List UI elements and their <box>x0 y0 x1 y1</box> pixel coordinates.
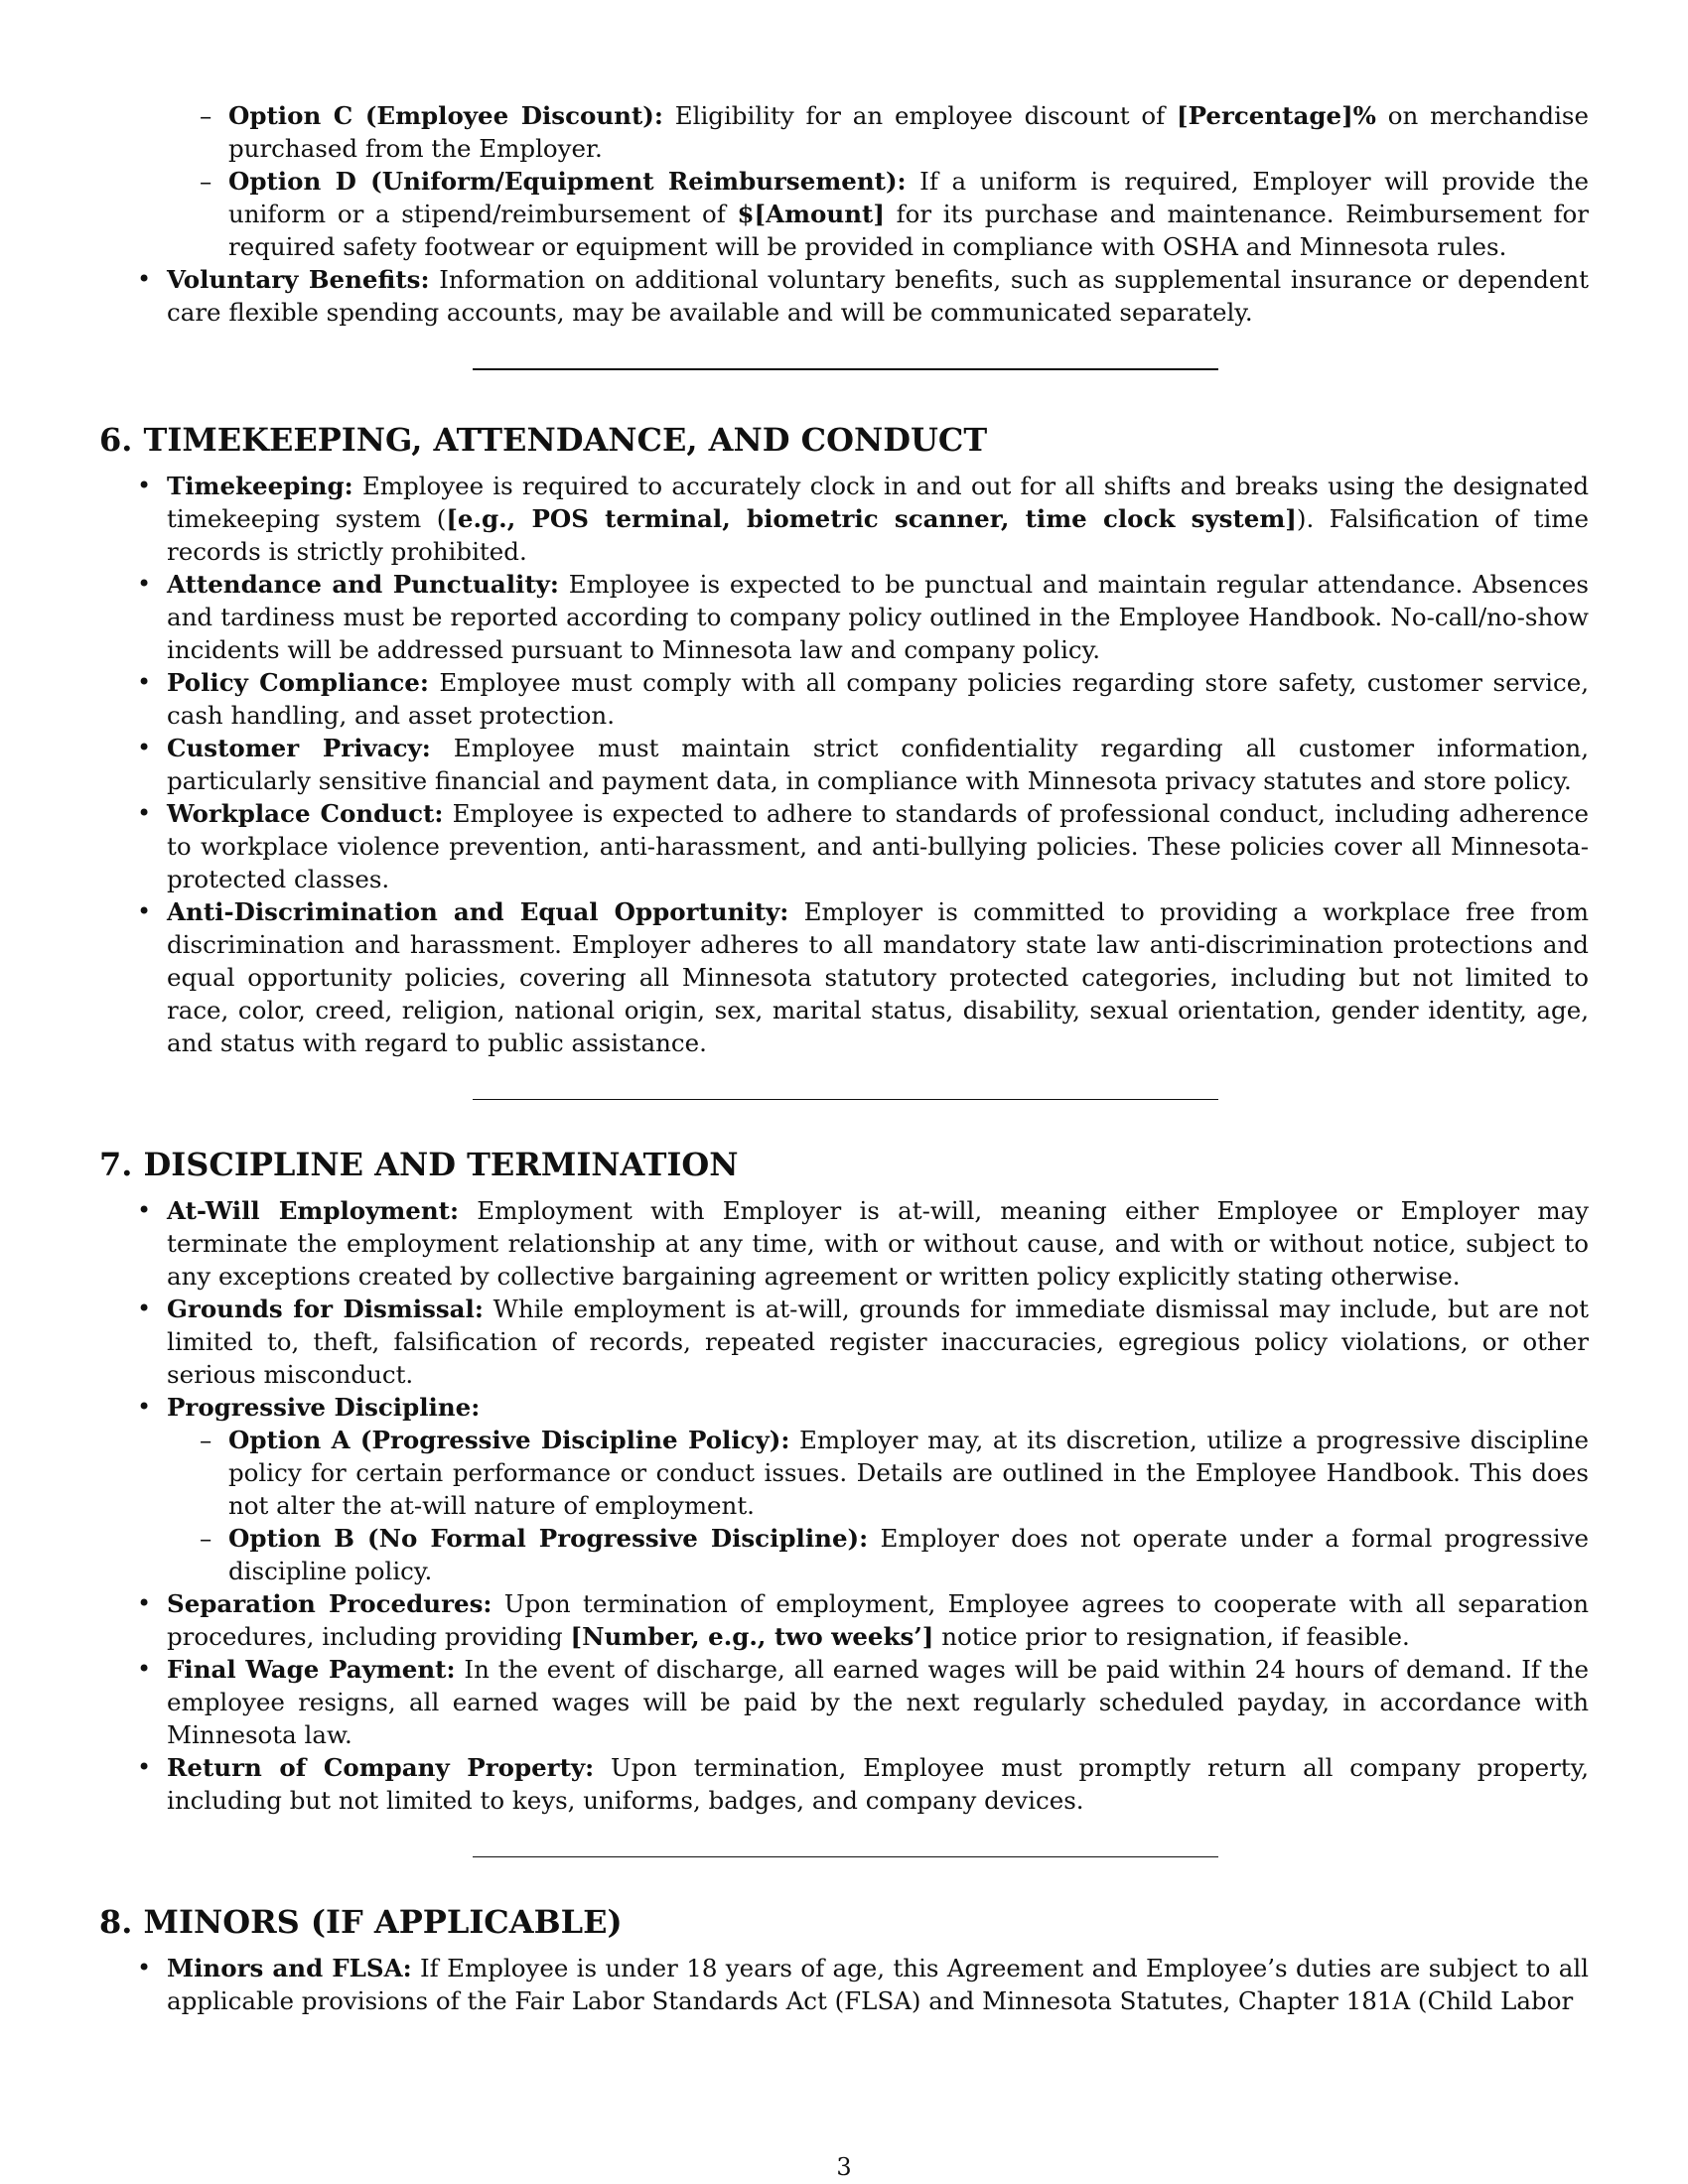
list-item-policy-compliance <box>99 666 1589 732</box>
dash-marker: – <box>200 101 212 130</box>
list-item-anti-discrimination <box>99 895 1589 1059</box>
list-item-minors-flsa <box>99 1952 1589 2017</box>
item-text: Employee is required to accurately clock in and out for all shifts and breaks using the designated timekeeping system ( <box>167 472 1589 533</box>
list-item-option-b <box>99 1522 1589 1587</box>
list-item-final-wage <box>99 1653 1589 1751</box>
list-item-progressive-discipline <box>99 1391 1589 1424</box>
bullet-marker: • <box>137 1393 152 1421</box>
section-divider <box>473 1856 1218 1857</box>
list-item-at-will <box>99 1194 1589 1293</box>
item-lead: Minors and FLSA: <box>167 1954 412 1982</box>
item-text: on merchandise purchased from the Employer. <box>228 101 1589 163</box>
bullet-marker: • <box>137 1655 152 1683</box>
item-lead: Option D (Uniform/Equipment Reimbursement): <box>228 167 907 196</box>
list-item-workplace-conduct <box>99 797 1589 895</box>
bullet-marker: • <box>137 570 152 598</box>
list-item-option-d <box>99 165 1589 263</box>
item-text: Employer does not operate under a formal progressive discipline policy. <box>228 1524 1589 1585</box>
item-lead: At-Will Employment: <box>167 1196 460 1225</box>
section-heading-7: 7. DISCIPLINE AND TERMINATION <box>99 1146 739 1183</box>
dash-marker: – <box>200 1426 212 1454</box>
item-text: for its purchase and maintenance. Reimbursement for required safety footwear or equipment will be provided in compliance with OSHA and Minnesota rules. <box>228 200 1589 261</box>
bullet-marker: • <box>137 265 152 293</box>
item-text: Employer is committed to providing a workplace free from discrimination and harassment. Employer adheres to all mandatory state law anti-discrimination protections and equal opportunity policies, covering all Minnesota statutory protected categories, including but not limited to race, color, creed, religion, national origin, sex, marital status, disability, sexual orientation, gender identity, age, and status with regard to public assistance. <box>167 897 1589 1057</box>
placeholder-field: [e.g., POS terminal, biometric scanner, time clock system] <box>446 504 1297 533</box>
dash-marker: – <box>200 167 212 196</box>
item-text: In the event of discharge, all earned wages will be paid within 24 hours of demand. If the employee resigns, all earned wages will be paid by the next regularly scheduled payday, in accordance with Minnesota law. <box>167 1655 1589 1749</box>
bullet-marker: • <box>137 1589 152 1617</box>
list-item-attendance <box>99 568 1589 666</box>
item-lead: Option B (No Formal Progressive Discipline): <box>228 1524 869 1553</box>
bullet-marker: • <box>137 668 152 696</box>
item-lead: Workplace Conduct: <box>167 799 444 828</box>
item-text: Employee is expected to adhere to standards of professional conduct, including adherence to workplace violence prevention, anti-harassment, and anti-bullying policies. These policies cover all Minnesota-protected classes. <box>167 799 1589 893</box>
item-lead: Progressive Discipline: <box>167 1393 481 1422</box>
item-text: Employer may, at its discretion, utilize a progressive discipline policy for certain performance or conduct issues. Details are outlined in the Employee Handbook. This does not alter the at-will nature of employment. <box>228 1426 1589 1520</box>
bullet-marker: • <box>137 1295 152 1322</box>
bullet-marker: • <box>137 799 152 827</box>
item-lead: Voluntary Benefits: <box>167 265 430 294</box>
bullet-marker: • <box>137 734 152 761</box>
list-item-voluntary-benefits <box>99 263 1589 329</box>
item-text: Upon termination of employment, Employee agrees to cooperate with all separation procedures, including providing <box>167 1589 1589 1651</box>
placeholder-field: $[Amount] <box>737 200 885 228</box>
item-text: Employee must comply with all company policies regarding store safety, customer service, cash handling, and asset protection. <box>167 668 1589 730</box>
item-lead: Option C (Employee Discount): <box>228 101 663 130</box>
item-lead: Final Wage Payment: <box>167 1655 456 1684</box>
item-text: Information on additional voluntary benefits, such as supplemental insurance or dependent care flexible spending accounts, may be available and will be communicated separately. <box>167 265 1589 327</box>
item-lead: Attendance and Punctuality: <box>167 570 559 599</box>
placeholder-field: [Number, e.g., two weeks’] <box>570 1622 934 1651</box>
item-lead: Grounds for Dismissal: <box>167 1295 484 1323</box>
item-text: While employment is at-will, grounds for immediate dismissal may include, but are not limited to, theft, falsification of records, repeated register inaccuracies, egregious policy violations, or other serious misconduct. <box>167 1295 1589 1389</box>
page-number: 3 <box>836 2153 852 2181</box>
bullet-marker: • <box>137 472 152 499</box>
item-text: Employment with Employer is at-will, meaning either Employee or Employer may terminate the employment relationship at any time, with or without cause, and with or without notice, subject to any exceptions created by collective bargaining agreement or written policy explicitly stating otherwise. <box>167 1196 1589 1291</box>
item-text: Upon termination, Employee must promptly return all company property, including but not limited to keys, uniforms, badges, and company devices. <box>167 1753 1589 1815</box>
section-divider <box>473 368 1218 370</box>
list-item-grounds-dismissal <box>99 1293 1589 1391</box>
list-item-separation <box>99 1587 1589 1653</box>
list-item-timekeeping <box>99 470 1589 568</box>
item-lead: Timekeeping: <box>167 472 353 500</box>
item-text: Employee is expected to be punctual and maintain regular attendance. Absences and tardiness must be reported according to company policy outlined in the Employee Handbook. No-call/no-show incidents will be addressed pursuant to Minnesota law and company policy. <box>167 570 1590 664</box>
item-text: ). Falsification of time records is strictly prohibited. <box>167 504 1590 566</box>
item-lead: Option A (Progressive Discipline Policy): <box>228 1426 790 1454</box>
list-item-option-a <box>99 1424 1589 1522</box>
item-text: If a uniform is required, Employer will provide the uniform or a stipend/reimbursement of <box>228 167 1589 228</box>
item-text: Employee must maintain strict confidentiality regarding all customer information, particularly sensitive financial and payment data, in compliance with Minnesota privacy statutes and store policy. <box>167 734 1589 795</box>
page-content <box>99 99 1589 2017</box>
item-text: Eligibility for an employee discount of <box>662 101 1177 130</box>
item-lead: Customer Privacy: <box>167 734 431 762</box>
section-divider <box>473 1099 1218 1100</box>
bullet-marker: • <box>137 1196 152 1224</box>
item-lead: Anti-Discrimination and Equal Opportunity: <box>167 897 789 926</box>
list-item-customer-privacy <box>99 732 1589 797</box>
placeholder-field: [Percentage]% <box>1177 101 1376 130</box>
list-item-return-property <box>99 1751 1589 1817</box>
dash-marker: – <box>200 1524 212 1553</box>
bullet-marker: • <box>137 1954 152 1981</box>
item-lead: Policy Compliance: <box>167 668 429 697</box>
item-text: If Employee is under 18 years of age, this Agreement and Employee’s duties are subject to all applicable provisions of the Fair Labor Standards Act (FLSA) and Minnesota Statutes, Chapter 181A (Child Labor <box>167 1954 1589 2015</box>
bullet-marker: • <box>137 1753 152 1781</box>
section-heading-8: 8. MINORS (IF APPLICABLE) <box>99 1903 623 1941</box>
item-lead: Separation Procedures: <box>167 1589 492 1618</box>
item-lead: Return of Company Property: <box>167 1753 595 1782</box>
item-text: notice prior to resignation, if feasible. <box>933 1622 1410 1651</box>
list-item-option-c <box>99 99 1589 165</box>
section-heading-6: 6. TIMEKEEPING, ATTENDANCE, AND CONDUCT <box>99 421 988 459</box>
bullet-marker: • <box>137 897 152 925</box>
